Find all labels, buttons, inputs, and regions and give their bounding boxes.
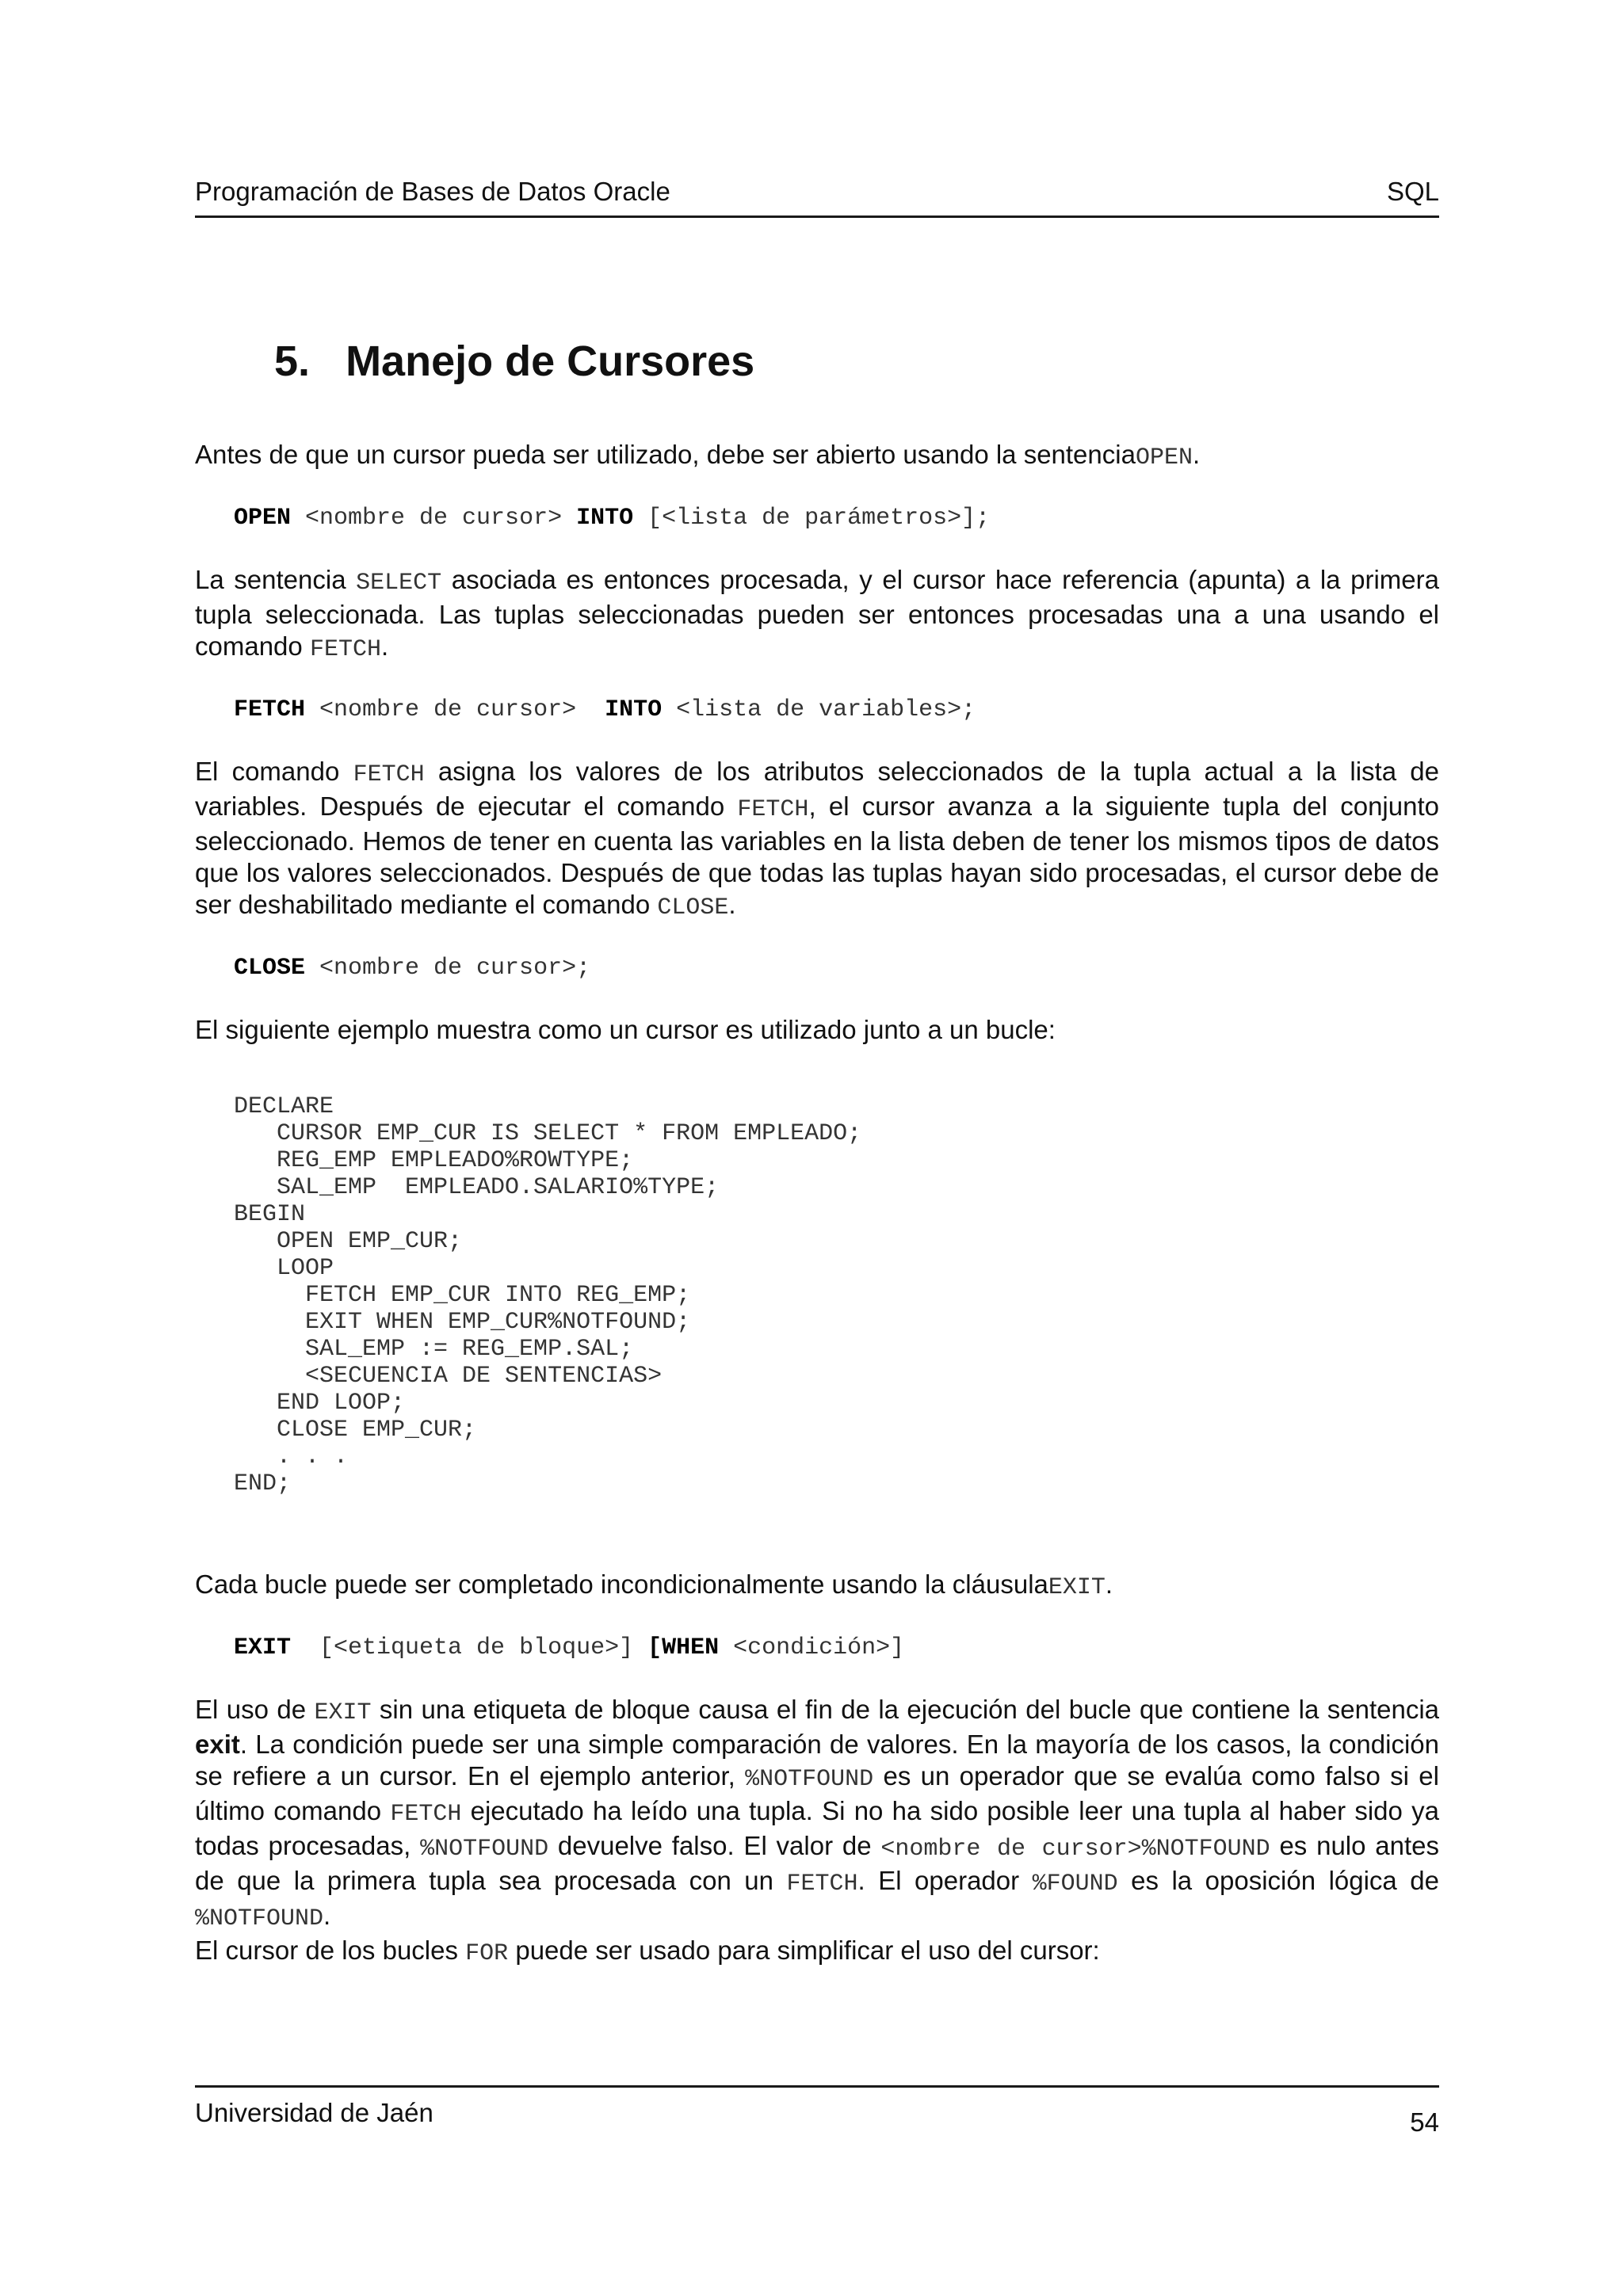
syntax-arg: [<lista de parámetros>]; (633, 505, 991, 532)
inline-code: FETCH (786, 1871, 858, 1897)
inline-code: CLOSE (657, 894, 729, 921)
code-line: . . . (234, 1444, 349, 1470)
keyword: INTO (605, 696, 663, 723)
syntax-arg: <condición>] (719, 1634, 905, 1661)
inline-code: FETCH (737, 796, 809, 823)
inline-code: %NOTFOUND (420, 1836, 549, 1863)
paragraph-open-intro (195, 439, 1439, 474)
text: puede ser usado para simplificar el uso del cursor: (508, 1936, 1100, 1965)
text: sin una etiqueta de bloque causa el fin de la ejecución del bucle que contiene la sentencia (371, 1695, 1439, 1724)
paragraph-select (195, 564, 1439, 666)
text: asigna los valores de los atributos seleccionados de la tupla actual a la lista de variables. Después de ejecutar el comando (195, 757, 1439, 821)
paragraph-for-loop (195, 1935, 1439, 1970)
footer-institution: Universidad de Jaén (195, 2098, 433, 2127)
code-line: SAL_EMP EMPLEADO.SALARIO%TYPE; (234, 1174, 720, 1201)
inline-code: FOR (465, 1940, 509, 1967)
page-number: 54 (1410, 2107, 1439, 2137)
running-header (195, 176, 1439, 218)
code-line: FETCH EMP_CUR INTO REG_EMP; (234, 1282, 691, 1309)
inline-code: FETCH (353, 761, 425, 788)
inline-code: <nombre de cursor>%NOTFOUND (880, 1836, 1270, 1863)
inline-code: OPEN (1135, 444, 1193, 471)
code-line: BEGIN (234, 1201, 306, 1228)
code-line: OPEN EMP_CUR; (234, 1228, 463, 1255)
code-example (234, 1093, 1439, 1497)
syntax-arg: <nombre de cursor> (305, 696, 605, 723)
syntax-arg: <nombre de cursor> (291, 505, 577, 532)
text: es un operador que se evalúa como falso si el último comando (195, 1761, 1439, 1825)
text: El uso de (195, 1695, 315, 1724)
header-book-title: Programación de Bases de Datos Oracle (195, 177, 670, 206)
syntax-arg: <nombre de cursor>; (305, 955, 591, 982)
text: El comando (195, 757, 353, 786)
inline-code: FETCH (390, 1801, 462, 1828)
section-title (274, 333, 1439, 390)
text: asociada es entonces procesada, y el cursor hace referencia (apunta) a la primera tupla seleccionada. Las tuplas seleccionadas pueden ser entonces procesadas una a una usando el comando (195, 565, 1439, 661)
code-line: CLOSE EMP_CUR; (234, 1417, 477, 1444)
fetch-syntax (234, 694, 1439, 726)
code-line: EXIT WHEN EMP_CUR%NOTFOUND; (234, 1309, 691, 1336)
section-title-text: Manejo de Cursores (346, 338, 755, 385)
paragraph-exit-intro (195, 1569, 1439, 1604)
text: El cursor de los bucles (195, 1936, 466, 1965)
exit-syntax (234, 1632, 1439, 1664)
header-chapter: SQL (1386, 177, 1439, 206)
text: . (1192, 440, 1201, 469)
inline-code: EXIT (314, 1699, 372, 1726)
text: es la oposición lógica de (1117, 1866, 1439, 1895)
close-syntax (234, 952, 1439, 984)
running-footer (195, 2085, 1439, 2138)
text: Antes de que un cursor pueda ser utilizado, debe ser abierto usando la sentencia (195, 440, 1136, 469)
code-line: <SECUENCIA DE SENTENCIAS> (234, 1363, 663, 1390)
text: . (728, 890, 736, 919)
inline-code: EXIT (1048, 1574, 1106, 1601)
keyword: [WHEN (647, 1634, 720, 1661)
code-line: CURSOR EMP_CUR IS SELECT * FROM EMPLEADO; (234, 1120, 862, 1147)
syntax-arg: <lista de variables>; (662, 696, 976, 723)
page-content (195, 333, 1439, 1970)
inline-code: %FOUND (1032, 1871, 1118, 1897)
open-syntax (234, 502, 1439, 534)
paragraph-example-intro: El siguiente ejemplo muestra como un cursor es utilizado junto a un bucle: (195, 1015, 1056, 1044)
paragraph-fetch (195, 756, 1439, 924)
text: La sentencia (195, 565, 357, 594)
inline-code: %NOTFOUND (745, 1766, 874, 1793)
keyword: CLOSE (234, 955, 306, 982)
keyword: INTO (576, 505, 634, 532)
section-number: 5. (274, 338, 311, 385)
text: es nulo antes de que la primera tupla sea procesada con un (195, 1831, 1439, 1895)
code-line: SAL_EMP := REG_EMP.SAL; (234, 1336, 634, 1363)
code-line: REG_EMP EMPLEADO%ROWTYPE; (234, 1147, 634, 1174)
keyword: FETCH (234, 696, 306, 723)
keyword: OPEN (234, 505, 292, 532)
text: . (380, 631, 389, 661)
syntax-arg: [<etiqueta de bloque>] (291, 1634, 648, 1661)
paragraph-notfound (195, 1694, 1439, 1935)
inline-code: SELECT (356, 570, 442, 597)
text: . El operador (857, 1866, 1033, 1895)
text: . La condición puede ser una simple comparación de valores. En la mayoría de los casos, la condición se refiere a un cursor. En el ejemplo anterior, (195, 1730, 1439, 1791)
text: . (1105, 1569, 1113, 1599)
keyword: EXIT (234, 1634, 292, 1661)
text: ejecutado ha leído una tupla. Si no ha sido posible leer una tupla al haber sido ya todas procesadas, (195, 1796, 1439, 1860)
code-line: DECLARE (234, 1093, 334, 1120)
bold-term: exit (195, 1730, 240, 1759)
text: , el cursor avanza a la siguiente tupla del conjunto seleccionado. Hemos de tener en cuenta las variables en la lista deben de tener los mismos tipos de datos que los valores seleccionados. Después de que todas las tuplas hayan sido procesadas, el cursor debe de ser deshabilitado mediante el comando (195, 791, 1439, 919)
inline-code: %NOTFOUND (195, 1905, 324, 1932)
code-line: END LOOP; (234, 1390, 406, 1417)
code-line: LOOP (234, 1255, 334, 1282)
text: Cada bucle puede ser completado incondicionalmente usando la cláusula (195, 1569, 1048, 1599)
text: . (323, 1901, 331, 1930)
text: devuelve falso. El valor de (548, 1831, 881, 1860)
inline-code: FETCH (309, 636, 381, 663)
code-line: END; (234, 1470, 292, 1497)
